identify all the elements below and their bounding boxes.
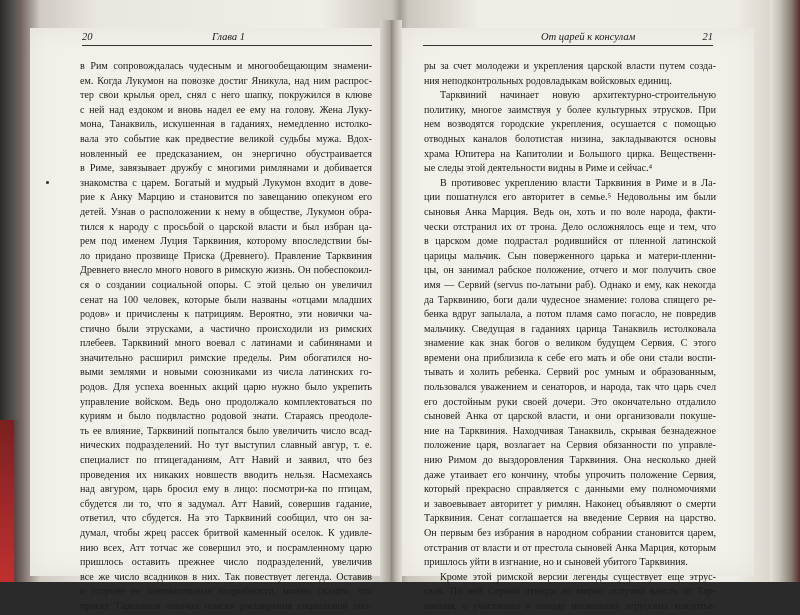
text-line: политику, многое заимствуя у более культурных этрусков. При [424,104,716,116]
text-line: и завоевывает авторитет у римлян. Наконец объявляют о смерти [424,498,716,510]
text-line: новленный ее предсказанием, он энергично обустраивается [80,148,372,160]
left-page-number: 20 [82,32,93,43]
text-line: думал, чтобы жрец рассек бритвой каменный оселок. К удивле- [80,528,372,539]
text-line: в Рим сопровождалась чудесным и многообещающим знамени- [80,61,372,72]
text-line: отстранив от власти и от престола сыновей Анка Марция, которым [424,542,716,554]
text-line: сыновей Анка от царской власти, и они организовали покуше- [424,411,716,423]
text-line: значительно расширил римские пределы. Рим обогатился но- [80,352,372,364]
text-line: Кроме этой римской версии легенды существует еще этрус- [440,571,716,583]
text-line: Тарквиния. Сенат соглашается на введение Сервия на царство. [424,513,716,525]
right-running-header [423,32,713,44]
text-line: времени она приблизила к себе его мать и обе они стали воспи- [424,352,716,364]
text-line: ская. По ней Сервий отнюдь не мирно получил власть от Тар- [424,586,716,598]
text-line: все же число всадников в них. Так повествует легенда. Оставив [80,571,372,583]
text-line: пришлось уйти в изгнание, но и сыновей убитого Тарквиния. [424,557,688,569]
text-line: родов. Для успеха военных акций царю нужно было укрепить [80,382,372,394]
text-line: родов» и причислены к патрициям. Вероятно, эти новички ча- [80,309,372,321]
text-line: тывать и холить ребенка. Сервий рос умным и образованным, [424,367,716,379]
text-line: специалист по птицегаданиям, Атт Навий и заявил, что без [80,455,372,467]
text-line: сбудется ли то, что я задумал. Атт Навий, совершив гадание, [80,498,372,510]
text-line: ции пошатнулся его авторитет в семье.⁵ Недовольны им были [424,192,716,204]
text-line: проведения их никаких новшеств вводить нельзя. Насмехаясь [80,469,372,481]
text-line: ры за счет молодежи и укрепления царской власти путем созда- [424,61,716,72]
text-line: знакомства с царем. Богатый и мудрый Лукумон входит в дове- [80,177,372,189]
text-line: отводных каналов болотистая низина, закладываются основы [424,133,716,145]
text-line: над авгуром, царь бросил ему в лицо: посмотри-ка по птицам, [80,484,372,496]
text-line: цы, он занимал рабское положение, отчего и мог получить свое [424,265,716,277]
text-line: сыновья Анка Марция. Ведь он, хоть и по воле народа, факти- [424,206,716,218]
text-line: квиния, а участвовал в походе нескольких этрусских кондотье- [424,600,716,612]
text-line: в царском доме подрастал родившийся от пленной латинской [424,236,716,248]
text-line: даже утаивает его кончину, чтобы упрочить положение Сервия, [424,469,716,481]
book-gutter [380,20,402,582]
text-line: чески отстранил их от трона. Дело осложнялось еще и тем, что [424,221,716,233]
text-line: пришлось оставить прежнее число подразделений, увеличив [80,557,372,569]
text-line: положение царя, возлагает на Сервия обязанности по управле- [424,440,716,452]
book-cover-edge [0,0,20,420]
text-line: ем. Когда Лукумон на повозке достиг Яникула, над ним распрос- [80,75,372,87]
text-line: да Тарквинию, боги дали чудесное знамение: голова спящего ре- [424,294,716,306]
text-line: тер свои крылья орел, снял с него шапку, покружился в клюве [80,90,372,102]
text-line: стично были этрусками, а частично происходили из римских [80,323,372,335]
text-line: ые следы этой деятельности видны в Риме и сейчас.⁴ [424,163,653,175]
text-line: ся о создании социальной опоры. С этой целью он увеличил [80,279,372,291]
text-line: управление войском. Ведь оно продолжало комплектоваться по [80,396,372,408]
text-line: бенка вдруг запылала, а потом пламя само погасло, не повредив [424,309,716,321]
text-line: мальчику. Сведущая в гаданиях царица Танаквиль истолковала [424,323,716,335]
text-line: нию всех, Атт тотчас же совершил это, и посрамленному царю [80,542,372,554]
book-cover-red-edge [0,420,14,582]
left-running-header [82,32,372,44]
left-header-rule [82,45,372,46]
text-line: В противовес укреплению власти Тарквиния в Риме и в Ла- [440,177,716,189]
text-line: рие к Анку Марцию и становится по завещанию опекуном его [80,192,372,204]
text-line: ответил, что сбудется. На это Тарквиний сообщил, что он за- [80,513,372,525]
text-line: тился к народу с просьбой о царской власти и был избран ца- [80,221,372,233]
text-line: ло придано прозвище Приска (Древнего). Правление Тарквиния [80,250,372,262]
text-line: знамение как знак богов о великом будущем Сервия. С этого [424,338,716,350]
text-line: выми землями и новыми союзниками из числа латинских го- [80,367,372,379]
right-header-rule [423,45,713,46]
text-line: который прекрасно справляется с данными ему полномочиями [424,484,716,496]
text-line: с ней над ездоком и вновь надел ее ему на голову. Жена Луку- [80,104,372,116]
text-line: храма Юпитера на Капитолии и Большого цирка. Вещественн- [424,148,716,160]
text-line: вала это событие как предвестие великой судьбы мужа. Вдох- [80,133,372,145]
text-line: нических подразделений. Но тут выступил славный авгур, т. е. [80,440,372,452]
text-line: нию Римом до выздоровления Тарквиния. Она несколько дней [424,455,716,467]
text-line: рем под именем Луция Тарквиния, которому впоследствии бы- [80,236,372,248]
text-line: в стороне ее занимательные подробности, можно сказать, что [80,586,372,598]
text-line: пользовался уважением и сенаторов, и народа, так что царь счел [424,382,716,394]
text-line: плебеев. Тарквиний много воевал с латинами и сабинянами и [80,338,372,350]
text-line: Он первым без избрания в народном собрании становится царем, [424,528,716,539]
text-line: куриям и было подвластно родовой знати. Стараясь преодоле- [80,411,372,423]
text-line: мона, Танаквиль, искушенная в гаданиях, немедленно истолко- [80,119,372,131]
text-line: нем возводятся городские укрепления, осушается с помощью [424,119,716,131]
text-line: сенат на 100 человек, которые были названы «отцами младших [80,294,372,306]
right-chapter-title: От царей к консулам [541,32,636,43]
text-line: детей. Узнав о расположении к нему в обществе, Лукумон обра- [80,206,372,218]
text-line: Древнего внесло много нового в римскую жизнь. Он побеспокоил- [80,265,372,277]
text-line: царицы мальчик. Сын поверженного царька и матери-пленни- [424,250,716,262]
text-line: его достойным руки своей дочери. Это окончательно отдалило [424,396,716,408]
left-page-text [80,60,372,615]
text-line: проект Тарквиния означал поиски расширения социальной опо- [80,600,372,612]
text-line: в Риме, завязывает дружбу с многими римлянами и добивается [80,163,372,175]
text-line: имя — Сервий (servus по-латыни раб). Однако и ему, как некогда [424,279,716,291]
text-line: Тарквиний начинает новую архитектурно-строительную [440,90,716,102]
text-line: ния неподконтрольных родовладыкам войсковых единиц. [424,75,672,87]
text-line: ть ее влияние, Тарквиний попытался было увеличить число всад- [80,425,372,437]
text-line: ние на Тарквиния. Находчивая Танаквиль, скрывая безнадежное [424,425,716,437]
left-chapter-title: Глава 1 [212,32,245,43]
scan-speck [46,181,49,184]
right-page-text [424,60,716,615]
book-right-edge [770,0,800,582]
right-page-number: 21 [702,32,713,43]
